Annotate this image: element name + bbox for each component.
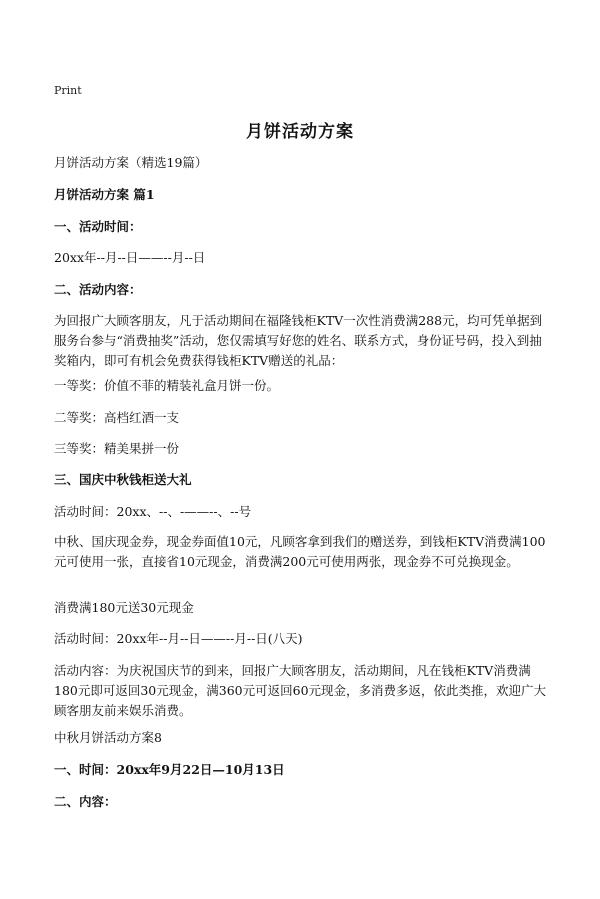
activity-time-value: 20xx年--月--日——--月--日	[54, 250, 206, 265]
prize-first: 一等奖：价值不菲的精装礼盒月饼一份。	[54, 378, 280, 393]
print-link[interactable]: Print	[54, 84, 82, 97]
activity-content-paragraph: 为回报广大顾客朋友，凡于活动期间在福隆钱柜KTV一次性消费满288元，均可凭单据到服务台参与“消费抽奖”活动，您仅需填写好您的姓名、联系方式，身份证号码，投入到抽奖箱内，即可有机会免费获得钱柜KTV赠送的礼品：	[54, 313, 543, 368]
heading-activity-time: 一、活动时间：	[54, 219, 142, 234]
plan8-title: 中秋月饼活动方案8	[54, 730, 162, 745]
gift-time: 活动时间：20xx、--、-——--、--号	[54, 504, 252, 519]
heading-activity-content: 二、活动内容：	[54, 282, 142, 297]
promo-time: 活动时间：20xx年--月--日——--月--日(八天)	[54, 631, 303, 646]
promo-line: 消费满180元送30元现金	[54, 600, 194, 615]
promo-paragraph: 活动内容：为庆祝国庆节的到来，回报广大顾客朋友，活动期间，凡在钱柜KTV消费满180元即可返回30元现金，满360元可返回60元现金，多消费多返，依此类推，欢迎广大顾客朋友前来娱乐消费。	[54, 663, 547, 718]
plan8-content-heading: 二、内容：	[54, 794, 117, 809]
voucher-paragraph: 中秋、国庆现金券，现金券面值10元，凡顾客拿到我们的赠送券，到钱柜KTV消费满100元可使用一张，直接省10元现金，消费满200元可使用两张，现金券不可兑换现金。	[54, 534, 546, 569]
prize-second: 二等奖：高档红酒一支	[54, 410, 180, 425]
document-title: 月饼活动方案	[246, 122, 354, 142]
prize-third: 三等奖：精美果拼一份	[54, 441, 180, 456]
subtitle: 月饼活动方案（精选19篇）	[54, 155, 208, 170]
section-heading: 月饼活动方案 篇1	[54, 187, 155, 202]
plan8-time: 一、时间：20xx年9月22日—10月13日	[54, 762, 285, 777]
heading-gift: 三、国庆中秋钱柜送大礼	[54, 472, 192, 487]
